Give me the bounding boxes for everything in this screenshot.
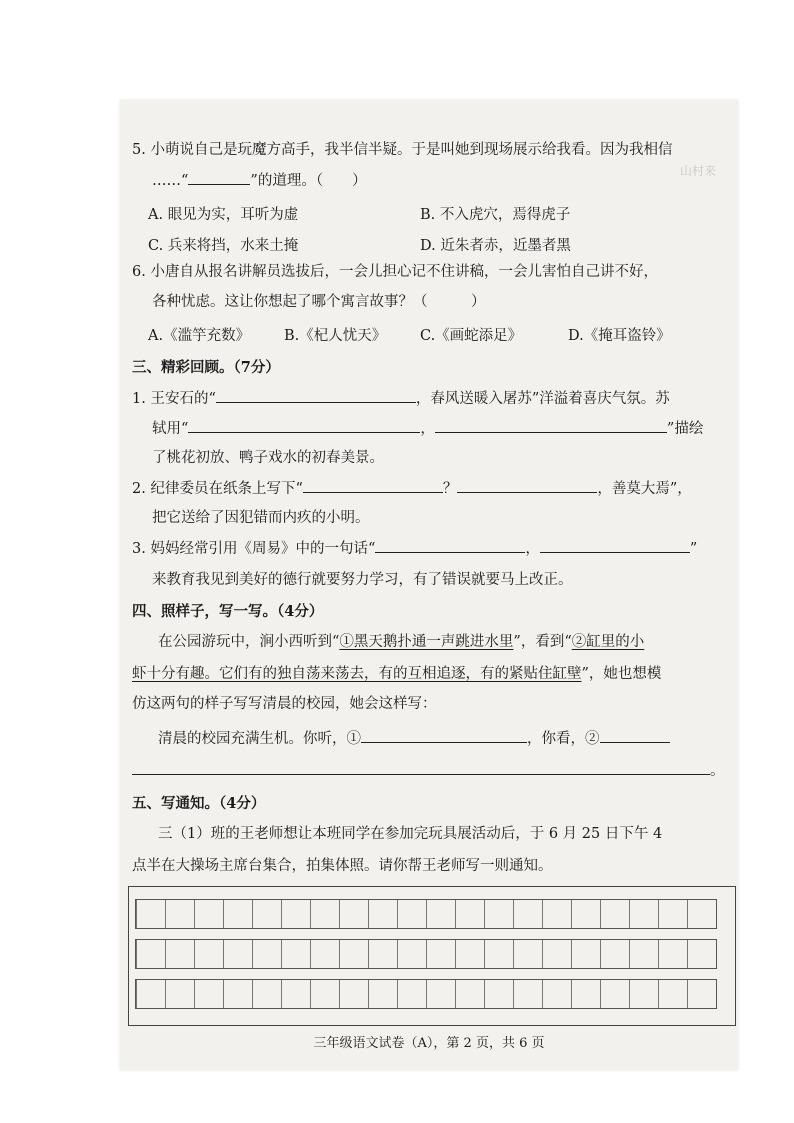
sec5-line1: 三（1）班的王老师想让本班同学在参加完玩具展活动后，于 6 月 25 日下午 4: [158, 826, 663, 842]
q6-option-a[interactable]: A.《滥竽充数》: [148, 328, 251, 344]
sec3-q1-line1: 1. 王安石的“ ，春风送暖入屠苏”洋溢着喜庆气氛。苏: [132, 388, 730, 409]
sec4-line5: 。: [132, 760, 730, 781]
section3-title: 三、精彩回顾。（7分）: [132, 359, 280, 376]
sec5-line2: 点半在大操场主席台集合，拍集体照。请你帮王老师写一则通知。: [132, 858, 553, 874]
sec3-q2-blank2[interactable]: [457, 478, 597, 493]
q6-option-b[interactable]: B.《杞人忧天》: [284, 328, 387, 344]
bleed-through-text: 山村来: [680, 164, 717, 178]
sec3-q1-blank2[interactable]: [188, 418, 420, 433]
sec3-q3-line1: 3. 妈妈经常引用《周易》中的一句话“ ， ”: [132, 538, 730, 559]
q6-option-c[interactable]: C.《画蛇添足》: [420, 328, 523, 344]
sec3-q2-blank1[interactable]: [303, 478, 443, 493]
q5-option-d[interactable]: D. 近朱者赤，近墨者黑: [420, 238, 571, 254]
sec4-line1: 在公园游玩中，涧小西听到“①黑天鹅扑通一声跳进水里”，看到“②缸里的小: [158, 634, 645, 650]
section4-title: 四、照样子，写一写。（4分）: [132, 603, 324, 620]
writing-grid[interactable]: [128, 886, 736, 1026]
q6-option-d[interactable]: D.《掩耳盗铃》: [568, 328, 671, 344]
q5-line1: 5. 小萌说自己是玩魔方高手，我半信半疑。于是叫她到现场展示给我看。因为我相信: [132, 142, 673, 158]
sec3-q1-blank3[interactable]: [435, 418, 667, 433]
q5-blank[interactable]: [188, 170, 250, 185]
sec3-q3-blank1[interactable]: [375, 538, 525, 553]
grid-row-3[interactable]: [135, 979, 717, 1009]
sec4-blank2[interactable]: [600, 728, 670, 743]
page-footer: 三年级语文试卷（A），第 2 页，共 6 页: [313, 1036, 545, 1051]
sec3-q1-blank1[interactable]: [216, 388, 416, 403]
q5-line2: ……“ ”的道理。（ ）: [152, 170, 730, 191]
sec3-q2-line2: 把它送给了因犯错而内疚的小明。: [152, 510, 370, 526]
sec3-q3-blank2[interactable]: [540, 538, 690, 553]
sec4-line4: 清晨的校园充满生机。你听，① ，你看，②: [158, 728, 730, 749]
sec4-blank3[interactable]: [132, 760, 710, 775]
q5-option-a[interactable]: A. 眼见为实，耳听为虚: [148, 207, 299, 223]
grid-row-1[interactable]: [135, 899, 717, 929]
q5-option-c[interactable]: C. 兵来将挡，水来土掩: [148, 238, 299, 254]
sec4-blank1[interactable]: [361, 728, 527, 743]
q5-option-b[interactable]: B. 不入虎穴，焉得虎子: [420, 207, 571, 223]
q6-line2: 各种忧虑。这让你想起了哪个寓言故事？（ ）: [152, 294, 486, 310]
sec3-q1-line2: 轼用“ ， ”描绘: [152, 418, 730, 439]
q6-line1: 6. 小唐自从报名讲解员选拔后，一会儿担心记不住讲稿，一会儿害怕自己讲不好，: [132, 264, 658, 280]
sec3-q3-line2: 来教育我见到美好的德行就要努力学习，有了错误就要马上改正。: [152, 572, 573, 588]
grid-row-2[interactable]: [135, 939, 717, 969]
sec4-line2: 虾十分有趣。它们有的独自荡来荡去，有的互相追逐，有的紧贴住缸壁”，她也想模: [132, 666, 662, 682]
sec4-line3: 仿这两句的样子写写清晨的校园，她会这样写：: [132, 696, 437, 712]
sec3-q2-line1: 2. 纪律委员在纸条上写下“ ？ ，善莫大焉”，: [132, 478, 730, 499]
exam-page: [120, 100, 738, 1070]
sec3-q1-line3: 了桃花初放、鸭子戏水的初春美景。: [152, 450, 384, 466]
section5-title: 五、写通知。（4分）: [132, 795, 266, 812]
